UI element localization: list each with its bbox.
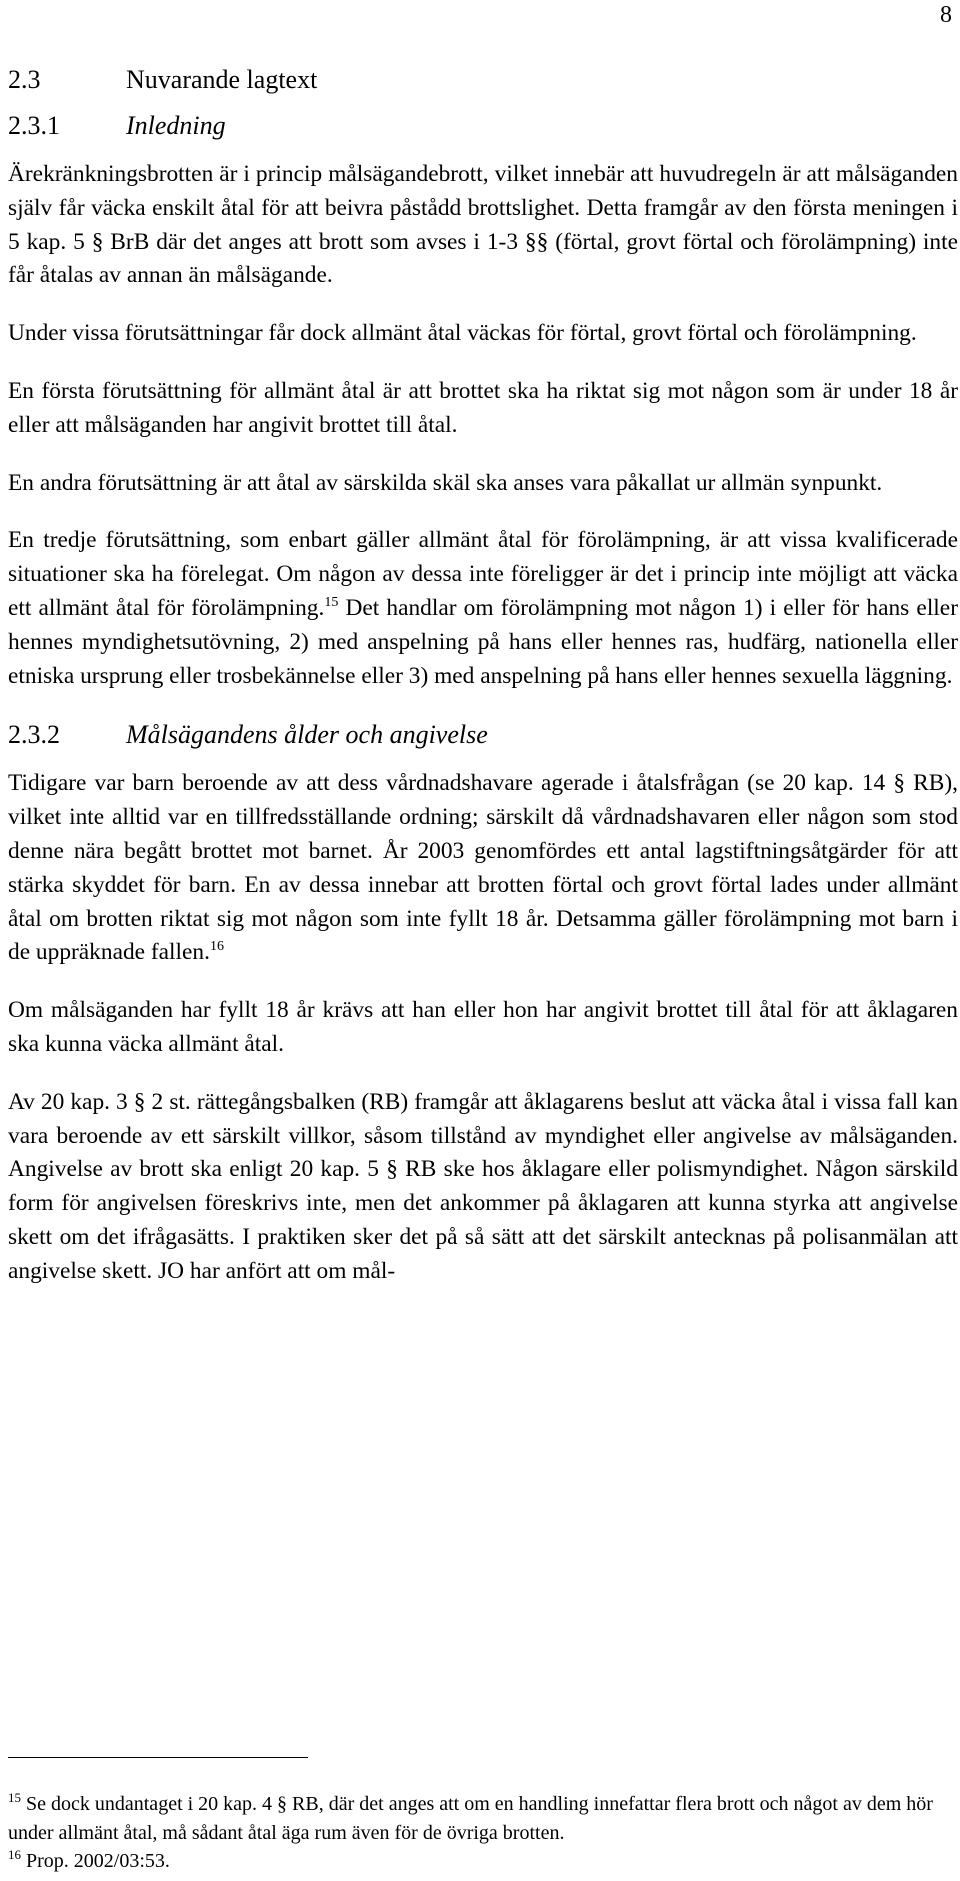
footnote-number: 16 (8, 1847, 21, 1862)
paragraph-6-text: Tidigare var barn beroende av att dess vårdnadshavare agerade i åtalsfrågan (se 20 kap. 14 § RB), vilket inte alltid var en tillfredsställande ordning; särskilt då vårdnadshavaren eller någon som stod denne nära begått brottet mot barnet. År 2003 genomfördes ett antal lagstiftningsåtgärder för att stärka skyddet för barn. En av dessa innebar att brotten förtal och grovt förtal lades under allmänt åtal om brotten riktat sig mot någon som inte fyllt 18 år. Detsamma gäller förolämpning mot barn i de uppräknade fallen. (8, 770, 958, 966)
paragraph-4: En andra förutsättning är att åtal av särskilda skäl ska anses vara påkallat ur allmän synpunkt. (8, 469, 883, 496)
footnote-number: 15 (8, 1790, 21, 1805)
paragraph-5 (8, 524, 958, 693)
footnote-text: Prop. 2002/03:53. (26, 1850, 170, 1872)
page-number: 8 (940, 2, 952, 28)
footnote-text: Se dock undantaget i 20 kap. 4 § RB, där det anges att om en handling innefattar flera brott och något av dem hör under allmänt åtal, må sådant åtal äga rum även för de övriga brotten. (8, 1793, 933, 1844)
section-number: 2.3 (8, 65, 41, 94)
footnote-ref-16[interactable]: 16 (209, 939, 224, 955)
footnote-ref-15[interactable]: 15 (324, 594, 339, 610)
footnote-separator (8, 1757, 308, 1758)
subsection-heading-2 (8, 717, 958, 753)
paragraph-7: Om målsäganden har fyllt 18 år krävs att han eller hon har angivit brottet till åtal för att åklagaren ska kunna väcka allmänt åtal. (8, 997, 958, 1057)
subsection-heading-1 (8, 108, 958, 144)
footnote-15 (8, 1790, 958, 1847)
subsection-number: 2.3.2 (8, 720, 60, 750)
section-heading (8, 62, 958, 98)
subsection-title: Målsägandens ålder och angivelse (126, 720, 488, 750)
subsection-title: Inledning (126, 111, 226, 140)
paragraph-8: Av 20 kap. 3 § 2 st. rättegångsbalken (RB) framgår att åklagarens beslut att väcka åtal i vissa fall kan vara beroende av ett särskilt villkor, såsom tillstånd av myndighet eller angivelse av målsäganden. Angivelse av brott ska enligt 20 kap. 5 § RB ske hos åklagare eller polismyndighet. Någon särskild form för angivelsen föreskrivs inte, men det ankommer på åklagaren att kunna styrka att angivelse skett om det ifrågasätts. I praktiken sker det på så sätt att det särskilt antecknas på polisanmälan att angivelse skett. JO har anfört att om mål- (8, 1088, 958, 1284)
document-body (8, 62, 958, 1289)
footnotes (8, 1790, 958, 1876)
paragraph-6 (8, 767, 958, 970)
paragraph-5-text-b: Det handlar om förolämpning mot någon 1) i eller för hans eller hennes myndighetsutövning, 2) med anspelning på hans eller hennes ras, hudfärg, nationella eller etniska ursprung eller trosbekännelse eller 3) med anspelning på hans eller hennes sexuella läggning. (8, 594, 958, 689)
footnote-16 (8, 1847, 958, 1876)
section-title: Nuvarande lagtext (126, 65, 318, 94)
subsection-number: 2.3.1 (8, 111, 60, 140)
paragraph-3: En första förutsättning för allmänt åtal är att brottet ska ha riktat sig mot någon som är under 18 år eller att målsäganden har angivit brottet till åtal. (8, 377, 958, 438)
paragraph-5-text-a: En tredje förutsättning, som enbart gäller allmänt åtal för förolämpning, är att vissa kvalificerade situationer ska ha förelegat. Om någon av dessa inte föreligger är det i princip inte möjligt att väcka ett allmänt åtal för förolämpning. (8, 527, 958, 621)
paragraph-2: Under vissa förutsättningar får dock allmänt åtal väckas för förtal, grovt förtal och förolämpning. (8, 320, 917, 347)
paragraph-1: Ärekränkningsbrotten är i princip målsägandebrott, vilket innebär att huvudregeln är att målsäganden själv får väcka enskilt åtal för att beivra påstådd brottslighet. Detta framgår av den första meningen i 5 kap. 5 § BrB där det anges att brott som avses i 1-3 §§ (förtal, grovt förtal och förolämpning) inte får åtalas av annan än målsägande. (8, 161, 958, 289)
